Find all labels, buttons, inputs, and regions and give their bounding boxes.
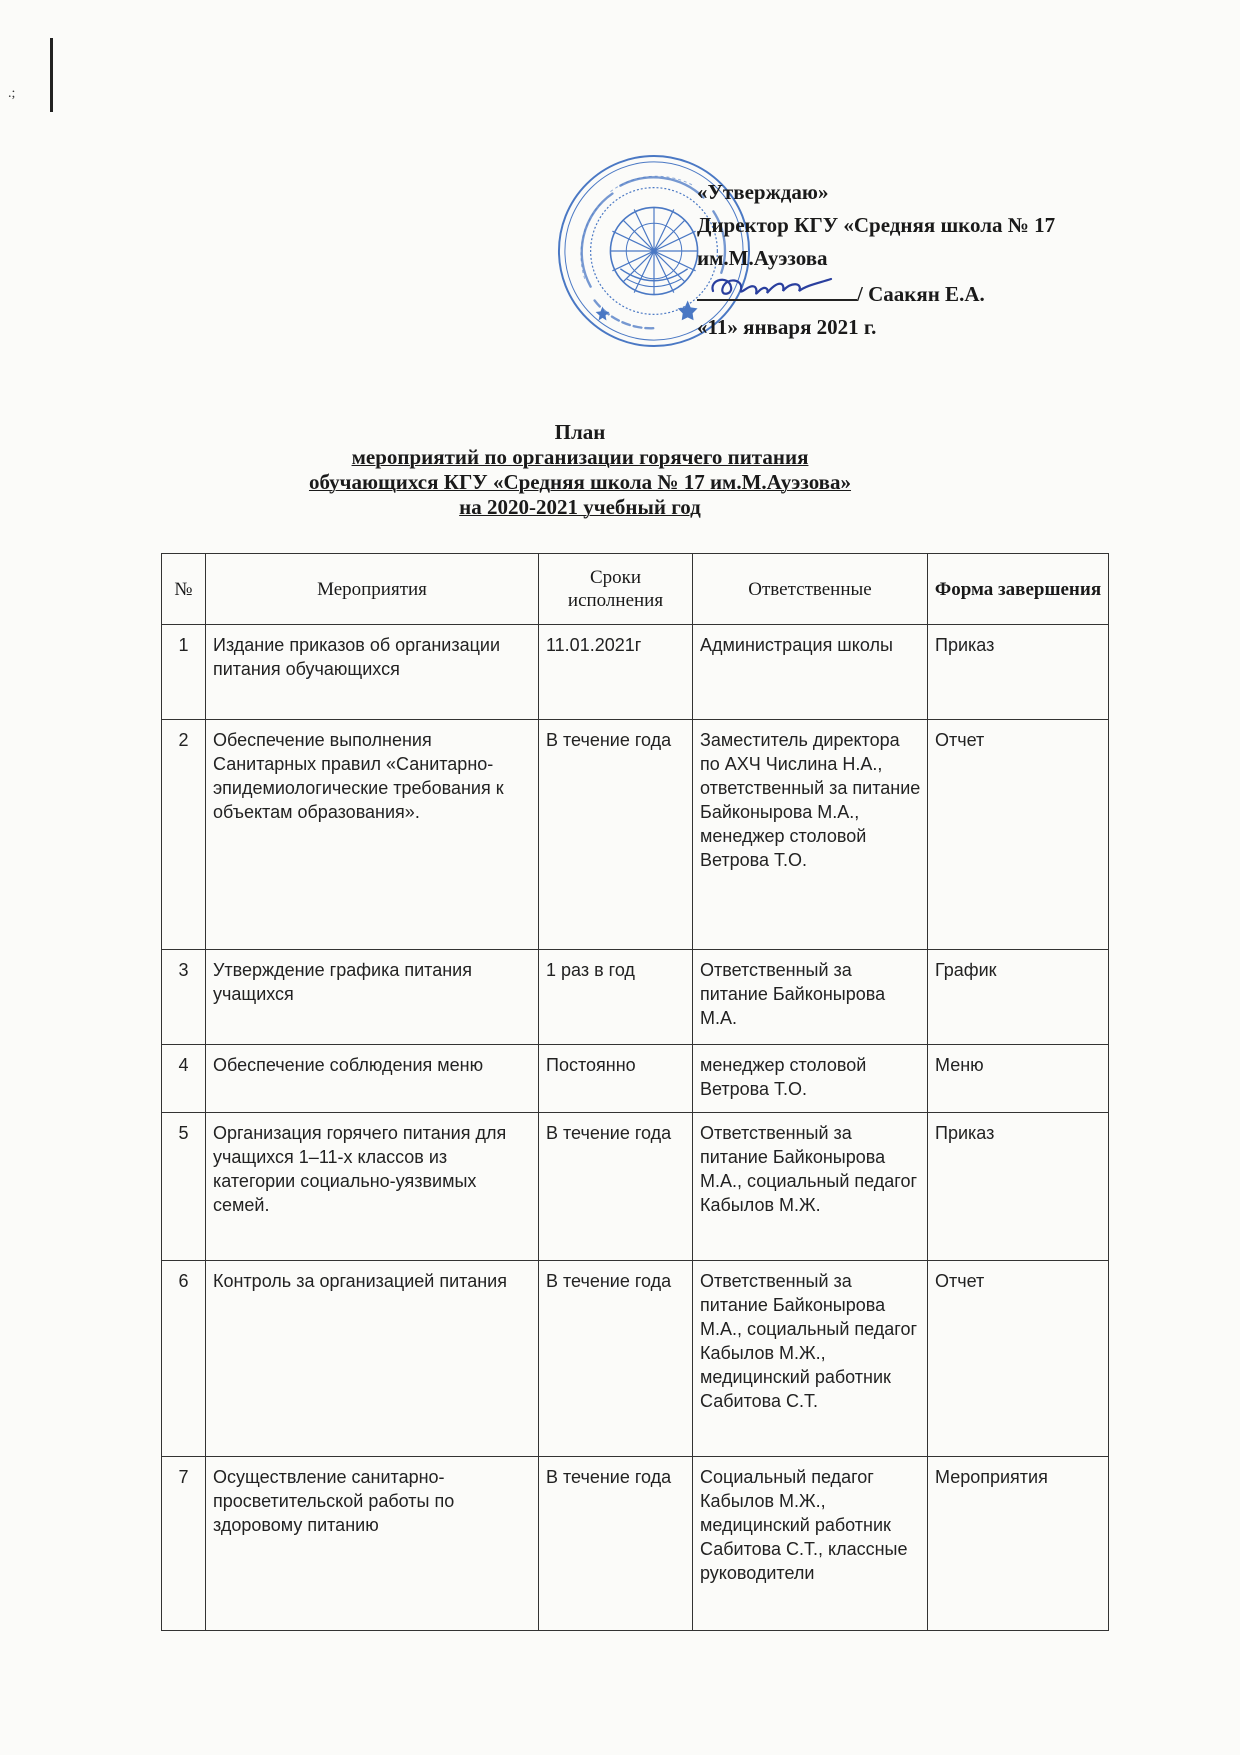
row-num: 4 [162,1045,206,1113]
row-event: Издание приказов об организации питания обучающихся [206,625,539,720]
row-deadline: В течение года [539,1113,693,1261]
row-responsible: Ответственный за питание Байконырова М.А. [693,950,928,1045]
document-title [190,420,970,520]
row-deadline: В течение года [539,720,693,950]
title-line-3: обучающихся КГУ «Средняя школа № 17 им.М.Ауэзова» [308,470,852,494]
table-row [162,625,1109,720]
row-num: 2 [162,720,206,950]
row-result: Отчет [928,720,1109,950]
approval-date: «11» января 2021 г. [697,315,877,339]
table-row [162,1045,1109,1113]
row-deadline: Постоянно [539,1045,693,1113]
row-responsible: Ответственный за питание Байконырова М.А., социальный педагог Кабылов М.Ж. [693,1113,928,1261]
margin-bar [50,38,53,112]
row-deadline: 1 раз в год [539,950,693,1045]
row-deadline: В течение года [539,1457,693,1631]
table-row [162,720,1109,950]
row-num: 1 [162,625,206,720]
table-row [162,950,1109,1045]
row-num: 3 [162,950,206,1045]
row-event: Утверждение графика питания учащихся [206,950,539,1045]
title-line-2: мероприятий по организации горячего питания [351,445,809,469]
margin-mark: .; [8,86,16,101]
row-responsible: менеджер столовой Ветрова Т.О. [693,1045,928,1113]
row-num: 5 [162,1113,206,1261]
row-result: Приказ [928,1113,1109,1261]
row-result: График [928,950,1109,1045]
row-responsible: Социальный педагог Кабылов М.Ж., медицинский работник Сабитова С.Т., классные руководители [693,1457,928,1631]
row-responsible: Ответственный за питание Байконырова М.А., социальный педагог Кабылов М.Ж., медицинский работник Сабитова С.Т. [693,1261,928,1457]
table-row [162,1113,1109,1261]
table-row [162,1261,1109,1457]
approval-signature-line [697,275,1157,311]
approval-director: Директор КГУ «Средняя школа № 17 [697,213,1056,237]
signature-icon [707,269,837,303]
approval-block [697,176,1157,344]
table-row [162,1457,1109,1631]
title-line-4: на 2020-2021 учебный год [459,495,701,519]
row-event: Обеспечение соблюдения меню [206,1045,539,1113]
row-deadline: 11.01.2021г [539,625,693,720]
row-event: Организация горячего питания для учащихся 1–11-х классов из категории социально-уязвимых семей. [206,1113,539,1261]
row-result: Меню [928,1045,1109,1113]
approval-heading: «Утверждаю» [697,180,829,204]
row-responsible: Заместитель директора по АХЧ Числина Н.А., ответственный за питание Байконырова М.А., менеджер столовой Ветрова Т.О. [693,720,928,950]
row-event: Осуществление санитарно-просветительской работы по здоровому питанию [206,1457,539,1631]
row-num: 6 [162,1261,206,1457]
header-num: № [162,554,206,625]
row-responsible: Администрация школы [693,625,928,720]
approval-director-name: / Саакян Е.А. [857,282,985,306]
row-event: Контроль за организацией питания [206,1261,539,1457]
row-result: Приказ [928,625,1109,720]
header-result: Форма завершения [928,554,1109,625]
row-event: Обеспечение выполнения Санитарных правил «Санитарно-эпидемиологические требования к объектам образования». [206,720,539,950]
row-result: Отчет [928,1261,1109,1457]
title-line-1: План [554,420,606,444]
table-header-row [162,554,1109,625]
header-responsible: Ответственные [693,554,928,625]
signature-field [697,275,857,301]
row-deadline: В течение года [539,1261,693,1457]
row-result: Мероприятия [928,1457,1109,1631]
row-num: 7 [162,1457,206,1631]
plan-table [161,553,1109,1631]
header-event: Мероприятия [206,554,539,625]
approval-school: им.М.Ауэзова [697,246,828,270]
header-deadline: Сроки исполнения [539,554,693,625]
